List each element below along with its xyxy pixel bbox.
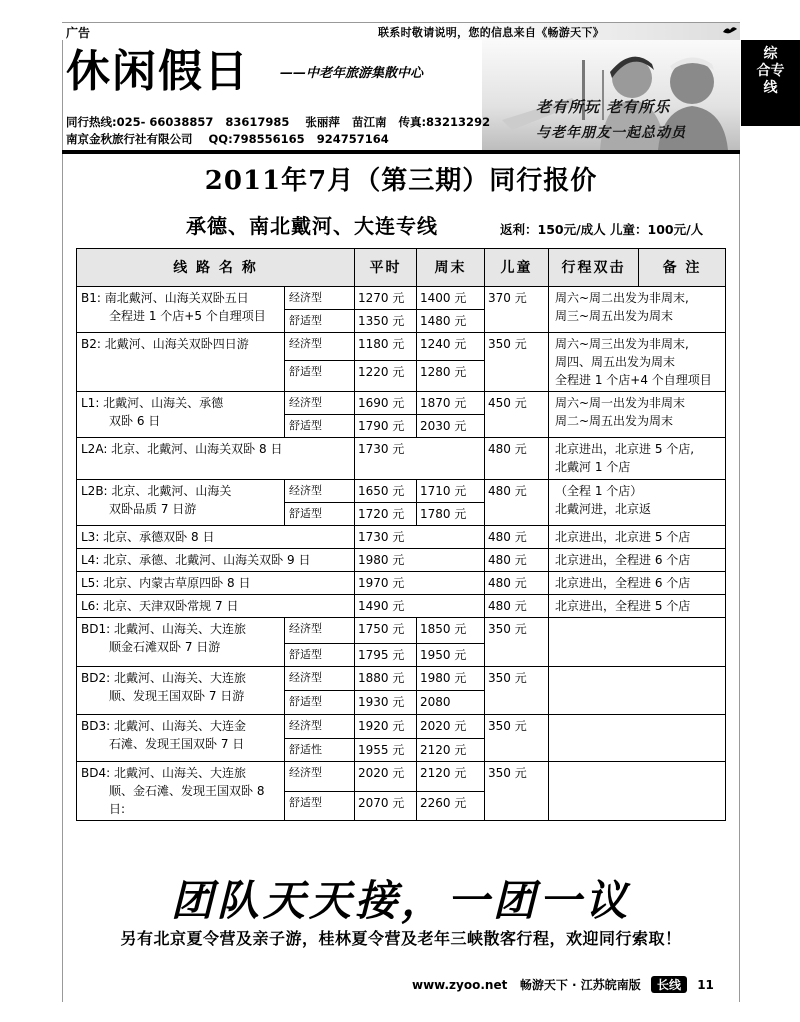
row-notes [549,392,726,438]
note-line: 北京进出，北京进 5 个店, [555,442,695,456]
route-name-line-2: 顺金石滩双卧 7 日游 [109,640,221,654]
row-notes [549,333,726,392]
weekend-price: 2080 [417,691,485,715]
header-weekend: 周末 [417,249,485,287]
weekday-price: 1750 元 [355,618,417,644]
table-row [77,549,726,572]
note-line: 北京进出，北京进 5 个店 [555,530,691,544]
weekday-price: 1955 元 [355,739,417,762]
route-name [77,762,285,821]
page-title: 2011年7月（第三期）同行报价 [204,166,598,196]
footer-badge: 长线 [651,976,687,993]
weekday-price: 1920 元 [355,715,417,739]
sidebar-line: 综 [763,46,778,62]
note-line: 周二~周五出发为周末 [555,414,674,428]
weekend-price: 1710 元 [417,480,485,503]
route-name-line-2: 双卧 6 日 [109,414,161,428]
flat-price: 1730 元 [355,438,485,480]
route-name [77,480,285,526]
route-name-line-2: 顺、发现王国双卧 7 日游 [109,689,245,703]
flat-price: 1490 元 [355,595,485,618]
bird-logo-icon [722,22,738,38]
section-sidebar [741,40,800,126]
brand-subtitle: ——中老年旅游集散中心 [280,66,424,81]
note-line: 周三~周五出发为周末 [555,309,674,323]
flat-price: 1730 元 [355,526,485,549]
contact-line-1: 同行热线:025- 66038857 83617985 张丽萍 苗江南 传真:83213292 [66,115,491,129]
route-name-line-1: BD3: 北戴河、山海关、大连金 [81,719,246,733]
flat-price: 1970 元 [355,572,485,595]
row-notes [549,762,726,821]
table-row [77,762,726,792]
weekend-price: 2030 元 [417,415,485,438]
tier-label: 舒适型 [285,644,355,667]
weekday-price: 1270 元 [355,287,417,310]
child-price: 370 元 [485,287,549,333]
weekday-price: 1930 元 [355,691,417,715]
table-body [77,287,726,821]
weekend-price: 1780 元 [417,503,485,526]
header-divider [62,150,740,154]
weekday-price: 1690 元 [355,392,417,415]
row-notes [549,715,726,762]
footer-page-number: 11 [697,978,714,992]
route-name [77,618,285,667]
child-price: 480 元 [485,438,549,480]
tier-label: 经济型 [285,762,355,792]
weekend-price: 1400 元 [417,287,485,310]
route-name-line-1: L2B: 北京、北戴河、山海关 [81,484,232,498]
child-price: 480 元 [485,526,549,549]
route-name-line-1: B2: 北戴河、山海关双卧四日游 [81,337,249,351]
tier-label: 舒适型 [285,360,355,391]
tier-label: 经济型 [285,618,355,644]
child-price: 350 元 [485,667,549,715]
header-remark: 备 注 [639,249,726,287]
table-row [77,715,726,739]
footer-site: www.zyoo.net [412,978,508,992]
tier-label: 舒适型 [285,503,355,526]
note-line: 周六~周二出发为非周末, [555,291,689,305]
weekday-price: 1650 元 [355,480,417,503]
child-price: 350 元 [485,333,549,392]
note-line: 北京进出，全程进 6 个店 [555,553,691,567]
note-line: 北京进出，全程进 5 个店 [555,599,691,613]
rebate-info: 返利：150元/成人 儿童：100元/人 [500,222,704,237]
child-price: 480 元 [485,572,549,595]
slogan-line-2: 与老年朋友一起总动员 [536,125,686,141]
page-footer [412,976,714,993]
route-name-line-1: BD1: 北戴河、山海关、大连旅 [81,622,246,636]
weekend-price: 2120 元 [417,739,485,762]
header-weekday: 平时 [355,249,417,287]
tier-label: 经济型 [285,287,355,310]
route-name: L5: 北京、内蒙古草原四卧 8 日 [77,572,355,595]
weekend-price: 1850 元 [417,618,485,644]
note-line: 周六~周三出发为非周末, [555,337,689,351]
route-name: L6: 北京、天津双卧常规 7 日 [77,595,355,618]
note-line: 北京进出，全程进 6 个店 [555,576,691,590]
footer-publication: 畅游天下 · 江苏皖南版 [519,978,641,992]
contact-line-2: 南京金秋旅行社有限公司 QQ:798556165 924757164 [66,132,389,146]
table-row [77,526,726,549]
row-notes [549,667,726,715]
tier-label: 舒适型 [285,691,355,715]
weekday-price: 1220 元 [355,360,417,391]
route-name [77,667,285,715]
weekend-price: 1870 元 [417,392,485,415]
weekend-price: 1980 元 [417,667,485,691]
weekday-price: 1795 元 [355,644,417,667]
table-row [77,438,726,480]
tier-label: 舒适型 [285,791,355,821]
route-name: L3: 北京、承德双卧 8 日 [77,526,355,549]
tier-label: 经济型 [285,333,355,361]
ad-label: 广告 [66,26,91,40]
route-name: L4: 北京、承德、北戴河、山海关双卧 9 日 [77,549,355,572]
tier-label: 经济型 [285,715,355,739]
note-line: （全程 1 个店） [555,484,643,498]
table-row [77,667,726,691]
route-name-line-1: B1: 南北戴河、山海关双卧五日 [81,291,249,305]
tier-label: 舒适型 [285,310,355,333]
table-row [77,287,726,310]
route-name [77,333,285,392]
weekend-price: 2120 元 [417,762,485,792]
route-name [77,392,285,438]
row-notes [549,287,726,333]
tier-label: 舒适型 [285,415,355,438]
note-line: 全程进 1 个店+4 个自理项目 [555,373,712,387]
flat-price: 1980 元 [355,549,485,572]
bottom-info: 另有北京夏令营及亲子游，桂林夏令营及老年三峡散客行程，欢迎同行索取！ [120,929,682,948]
table-row [77,392,726,415]
note-line: 周四、周五出发为周末 [555,355,676,369]
child-price: 350 元 [485,618,549,667]
slogan-line-1: 老有所玩 老有所乐 [536,98,671,116]
row-notes [549,526,726,549]
tier-label: 舒适性 [285,739,355,762]
weekday-price: 1180 元 [355,333,417,361]
sidebar-line: 线 [763,80,778,96]
route-name: L2A: 北京、北戴河、山海关双卧 8 日 [77,438,355,480]
child-price: 350 元 [485,762,549,821]
tier-label: 经济型 [285,392,355,415]
child-price: 480 元 [485,480,549,526]
row-notes [549,480,726,526]
bottom-slogan: 团队天天接，一团一议 [170,876,631,925]
table-row [77,618,726,644]
route-name-line-1: BD4: 北戴河、山海关、大连旅 [81,766,246,780]
row-notes [549,438,726,480]
row-notes [549,549,726,572]
weekday-price: 1350 元 [355,310,417,333]
brand-name: 休闲假日 [66,46,250,97]
route-subtitle: 承德、南北戴河、大连专线 [186,214,438,238]
route-name [77,715,285,762]
source-notice: 联系时敬请说明，您的信息来自《畅游天下》 [378,26,604,39]
tier-label: 经济型 [285,480,355,503]
price-table [76,248,726,821]
route-name-line-1: BD2: 北戴河、山海关、大连旅 [81,671,246,685]
weekend-price: 2260 元 [417,791,485,821]
table-row [77,333,726,361]
weekend-price: 1280 元 [417,360,485,391]
route-name-line-2: 顺、金石滩、发现王国双卧 8 日: [109,784,265,816]
table-row [77,572,726,595]
row-notes [549,595,726,618]
route-name [77,287,285,333]
weekday-price: 1720 元 [355,503,417,526]
row-notes [549,572,726,595]
header-child: 儿童 [485,249,549,287]
weekday-price: 2070 元 [355,791,417,821]
table-row [77,480,726,503]
route-name-line-2: 全程进 1 个店+5 个自理项目 [109,309,266,323]
tier-label: 经济型 [285,667,355,691]
route-name-line-2: 双卧品质 7 日游 [109,502,197,516]
route-name-line-1: L1: 北戴河、山海关、承德 [81,396,224,410]
weekend-price: 1240 元 [417,333,485,361]
child-price: 350 元 [485,715,549,762]
weekday-price: 1880 元 [355,667,417,691]
child-price: 450 元 [485,392,549,438]
row-notes [549,618,726,667]
table-row [77,595,726,618]
route-name-line-2: 石滩、发现王国双卧 7 日 [109,737,245,751]
weekday-price: 1790 元 [355,415,417,438]
note-line: 周六~周一出发为非周末 [555,396,686,410]
note-line: 北戴河进，北京返 [555,502,652,516]
header-route: 线 路 名 称 [77,249,355,287]
weekend-price: 1480 元 [417,310,485,333]
child-price: 480 元 [485,595,549,618]
weekend-price: 1950 元 [417,644,485,667]
note-line: 北戴河 1 个店 [555,460,631,474]
child-price: 480 元 [485,549,549,572]
sidebar-line: 合专 [756,63,785,79]
weekend-price: 2020 元 [417,715,485,739]
header-trip: 行程双击 [549,249,639,287]
weekday-price: 2020 元 [355,762,417,792]
